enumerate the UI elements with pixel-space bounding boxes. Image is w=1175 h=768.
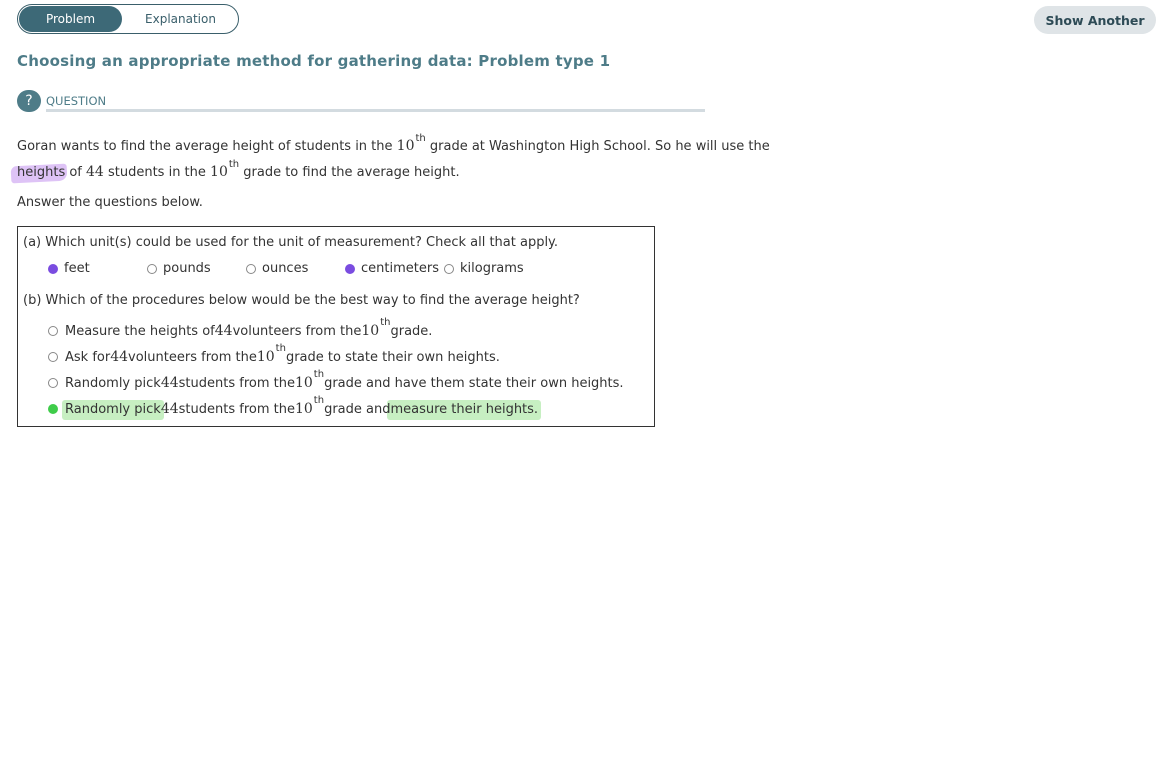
- option-text: grade.: [390, 323, 433, 339]
- option-text: Ask for: [65, 349, 111, 365]
- procedure-option-3[interactable]: [48, 368, 624, 391]
- option-number: 10: [361, 323, 380, 339]
- superscript: th: [228, 159, 240, 170]
- part-b-question: (b) Which of the procedures below would be the best way to find the average height?: [23, 293, 580, 308]
- option-centimeters[interactable]: [345, 261, 439, 276]
- prompt-line-1: [17, 133, 770, 154]
- option-number: 44: [110, 349, 129, 365]
- option-ounces[interactable]: [246, 261, 308, 276]
- grade-number: 10: [396, 138, 415, 154]
- option-text: grade and: [324, 401, 391, 417]
- superscript: th: [313, 394, 325, 406]
- superscript: th: [380, 316, 391, 328]
- option-number: 10: [294, 375, 313, 391]
- option-label: ounces: [262, 261, 309, 276]
- checkbox-selected[interactable]: [345, 264, 355, 274]
- option-text: Randomly pick: [65, 375, 161, 391]
- option-label: kilograms: [460, 261, 524, 276]
- radio-button-selected[interactable]: [48, 404, 58, 414]
- option-text: Measure the heights of: [65, 323, 215, 339]
- prompt-line-2: [17, 159, 460, 180]
- procedure-option-4[interactable]: [48, 394, 539, 417]
- superscript: th: [415, 133, 426, 144]
- option-text: volunteers from the: [232, 323, 362, 339]
- prompt-text: Goran wants to find the average height of students in the: [17, 139, 397, 154]
- grade-number: 10: [210, 164, 228, 180]
- instruction-text: Answer the questions below.: [17, 195, 203, 210]
- part-a-question: (a) Which unit(s) could be used for the unit of measurement? Check all that apply.: [23, 235, 559, 250]
- procedure-option-1[interactable]: [48, 316, 433, 339]
- option-number: 44: [160, 401, 179, 417]
- show-another-button[interactable]: Show Another: [1034, 6, 1156, 34]
- option-number: 44: [214, 323, 233, 339]
- highlighted-heights: heights: [17, 165, 66, 180]
- option-feet[interactable]: [48, 261, 90, 276]
- option-label: feet: [64, 261, 90, 276]
- checkbox[interactable]: [444, 264, 454, 274]
- option-number: 10: [256, 349, 275, 365]
- option-label: centimeters: [361, 261, 439, 276]
- checkbox[interactable]: [147, 264, 157, 274]
- page-title: Choosing an appropriate method for gathering data: Problem type 1: [17, 52, 611, 70]
- option-text: students from the: [178, 375, 295, 391]
- radio-button[interactable]: [48, 378, 58, 388]
- question-mark-icon: ?: [17, 90, 41, 112]
- student-count: 44: [86, 164, 104, 180]
- problem-explanation-tabs: [17, 4, 239, 34]
- option-text: grade and have them state their own heights.: [324, 375, 624, 391]
- option-number: 44: [160, 375, 179, 391]
- question-divider: [46, 109, 705, 112]
- tab-problem[interactable]: Problem: [19, 6, 122, 32]
- procedure-option-2[interactable]: [48, 342, 500, 365]
- tab-explanation[interactable]: Explanation: [145, 12, 216, 26]
- prompt-text: students in the: [103, 165, 211, 180]
- option-text: volunteers from the: [128, 349, 257, 365]
- question-label: QUESTION: [46, 94, 107, 108]
- answer-box: [17, 226, 655, 427]
- highlighted-measure-heights: measure their heights.: [390, 401, 539, 417]
- radio-button[interactable]: [48, 352, 58, 362]
- option-pounds[interactable]: [147, 261, 211, 276]
- superscript: th: [313, 368, 325, 380]
- part-a-options: [48, 261, 648, 281]
- checkbox[interactable]: [246, 264, 256, 274]
- superscript: th: [275, 342, 286, 354]
- option-text: grade to state their own heights.: [285, 349, 500, 365]
- option-label: pounds: [163, 261, 211, 276]
- option-number: 10: [294, 401, 313, 417]
- prompt-text: grade at Washington High School. So he will use the: [425, 139, 770, 154]
- prompt-text: of: [65, 165, 87, 180]
- option-text: students from the: [178, 401, 295, 417]
- radio-button[interactable]: [48, 326, 58, 336]
- checkbox-selected[interactable]: [48, 264, 58, 274]
- prompt-text: grade to find the average height.: [239, 165, 460, 180]
- option-kilograms[interactable]: [444, 261, 524, 276]
- highlighted-randomly-pick: Randomly pick: [65, 401, 161, 417]
